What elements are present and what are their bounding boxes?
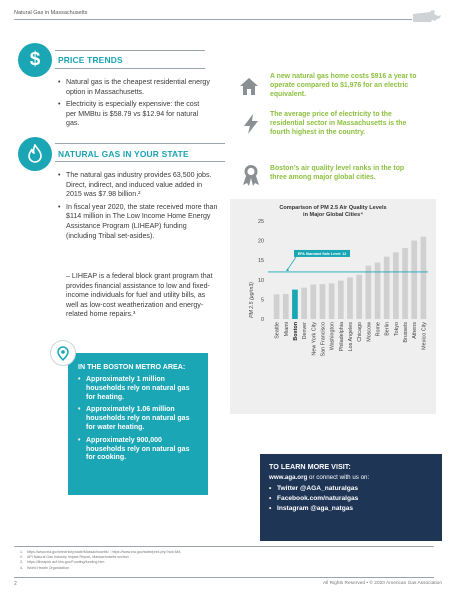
x-tick-label: New York City <box>311 322 318 356</box>
list-item: • Approximately 900,000 households rely on natural gas for cooking. <box>78 437 200 463</box>
learn-more-box <box>260 454 442 541</box>
x-tick-label: Miami <box>283 322 290 337</box>
social-links-list <box>269 484 433 514</box>
list-item: • In fiscal year 2020, the state received more than $114 million in The Low Income Home Energy Assistance Program (LIHEAP) funding (including Tribal set-asides). <box>58 203 218 241</box>
list-item: • Approximately 1.06 million households rely on natural gas for water heating. <box>78 406 200 432</box>
twitter-link[interactable]: • Twitter @AGA_naturalgas <box>269 484 433 494</box>
header-divider <box>14 19 412 20</box>
chart-bar <box>402 248 408 319</box>
location-pin-icon <box>50 340 76 366</box>
x-tick-label: Washington <box>329 322 336 351</box>
x-tick-label: Tokyo <box>393 322 400 337</box>
chart-title: in Major Global Cities⁴ <box>303 212 363 218</box>
footnote: 2. API Natural Gas Industry Impact Report, Massachusetts section <box>20 555 129 560</box>
boston-metro-title: IN THE BOSTON METRO AREA: <box>78 363 186 371</box>
chart-bar <box>292 290 298 319</box>
chart-bar <box>366 266 372 319</box>
dollar-icon: $ <box>18 43 52 77</box>
boston-metro-box <box>68 353 208 495</box>
x-tick-label: Boston <box>292 322 299 341</box>
footnote: 1. https://www.eia.gov/electricity/state/Massachusetts/ ; https://www.eia.gov/state/print.php?sid=MA <box>20 550 181 554</box>
y-tick-label: 10 <box>258 277 264 284</box>
chart-bar <box>411 241 417 319</box>
list-item: • Approximately 1 million households rely on natural gas for heating. <box>78 376 200 402</box>
footnotes-list <box>20 550 181 571</box>
instagram-link[interactable]: • Instagram @aga_natgas <box>269 504 433 514</box>
lightning-icon <box>240 113 262 135</box>
price-trends-rule-bottom <box>55 68 205 69</box>
x-tick-label: Mexico City <box>421 322 428 350</box>
x-tick-label: Moscow <box>366 322 373 342</box>
reference-line-label: EPA Standard Safe Level: 12 <box>297 251 347 256</box>
award-ribbon-icon <box>240 164 262 186</box>
chart-bar <box>375 263 381 319</box>
state-rule-top <box>55 143 225 144</box>
reference-arrow <box>287 257 296 271</box>
liheap-sub-bullet: – LIHEAP is a federal block grant program that provides financial assistance to low and fixed-income individuals for fuel and utility bills, as well as low-cost weatherization and energy-related home repairs.³ <box>66 272 213 319</box>
state-section-title: NATURAL GAS IN YOUR STATE <box>58 149 189 159</box>
chart-bar <box>347 277 353 319</box>
x-tick-label: Brussels <box>403 322 410 343</box>
page-number: 2 <box>14 581 17 587</box>
chart-bar <box>283 294 289 319</box>
copyright-text: All Rights Reserved • © 2020 American Gas Association <box>322 581 442 586</box>
learn-more-connect-text: or connect with us on: <box>307 474 370 481</box>
chart-title: Comparison of PM 2.5 Air Quality Levels <box>279 205 387 211</box>
y-tick-label: 20 <box>258 238 264 245</box>
chart-bar <box>329 283 335 319</box>
massachusetts-map-icon <box>412 8 442 26</box>
chart-bar <box>338 281 344 319</box>
price-trends-list <box>58 78 210 132</box>
chart-bar <box>421 237 427 319</box>
fact-text: The average price of electricity to the residential sector in Massachusetts is the fourth highest in the country. <box>270 111 407 136</box>
fact-text: A new natural gas home costs $916 a year to operate compared to $1,976 for an electric equivalent. <box>270 73 417 98</box>
chart-bar <box>274 294 280 319</box>
list-item: • The natural gas industry provides 63,500 jobs. Direct, indirect, and induced value added in 2015 was $7.98 billion.² <box>58 171 218 200</box>
list-item: • Electricity is especially expensive: the cost per MMBtu is $58.79 vs $12.94 for natural gas. <box>58 100 210 129</box>
state-rule-bottom <box>55 161 225 162</box>
list-item: • Natural gas is the cheapest residential energy option in Massachusetts. <box>58 78 210 97</box>
pm25-chart <box>230 199 436 414</box>
learn-more-subtitle <box>269 474 433 482</box>
y-tick-label: 15 <box>258 258 264 265</box>
y-axis-label: PM 2.5 (µg/m3) <box>249 282 255 318</box>
y-tick-label: 0 <box>261 317 264 323</box>
x-tick-label: Athens <box>412 322 419 339</box>
y-tick-label: 5 <box>261 297 264 304</box>
x-tick-label: Rome <box>375 322 382 337</box>
y-tick-label: 25 <box>258 219 264 225</box>
page-header-title: Natural Gas in Massachusetts <box>14 10 88 16</box>
price-trends-rule-top <box>55 50 205 51</box>
x-tick-label: San Francisco <box>320 322 327 357</box>
x-tick-label: Denver <box>302 322 309 340</box>
chart-bar <box>384 257 390 319</box>
price-trends-title: PRICE TRENDS <box>58 55 123 65</box>
facebook-link[interactable]: • Facebook.com/naturalgas <box>269 494 433 504</box>
x-tick-label: Los Angeles <box>348 322 354 352</box>
x-tick-label: Seattle <box>274 322 281 339</box>
chart-bar <box>310 285 316 319</box>
chart-bar <box>301 288 307 319</box>
x-tick-label: Chicago <box>357 322 364 342</box>
x-tick-label: Berlin <box>384 322 391 336</box>
chart-bar <box>320 284 326 319</box>
aga-website-link[interactable]: www.aga.org <box>269 474 308 481</box>
boston-metro-list <box>78 376 200 463</box>
footnote: 3. https://liheapch.acf.hhs.gov/Funding/funding.htm <box>20 560 105 565</box>
chart-bar <box>393 252 399 319</box>
pm25-chart-svg <box>230 199 436 414</box>
footnote: 4. World Health Organization <box>20 565 70 570</box>
footnote-divider <box>14 546 434 547</box>
house-icon <box>238 75 260 97</box>
chart-bar <box>356 275 362 319</box>
fact-text: Boston’s air quality level ranks in the top three among major global cities. <box>270 165 405 181</box>
flame-icon <box>18 137 52 171</box>
learn-more-title: TO LEARN MORE VISIT: <box>269 462 351 471</box>
footer-divider <box>14 577 434 578</box>
state-list <box>58 171 218 244</box>
x-tick-label: Philadelphia <box>338 322 345 352</box>
